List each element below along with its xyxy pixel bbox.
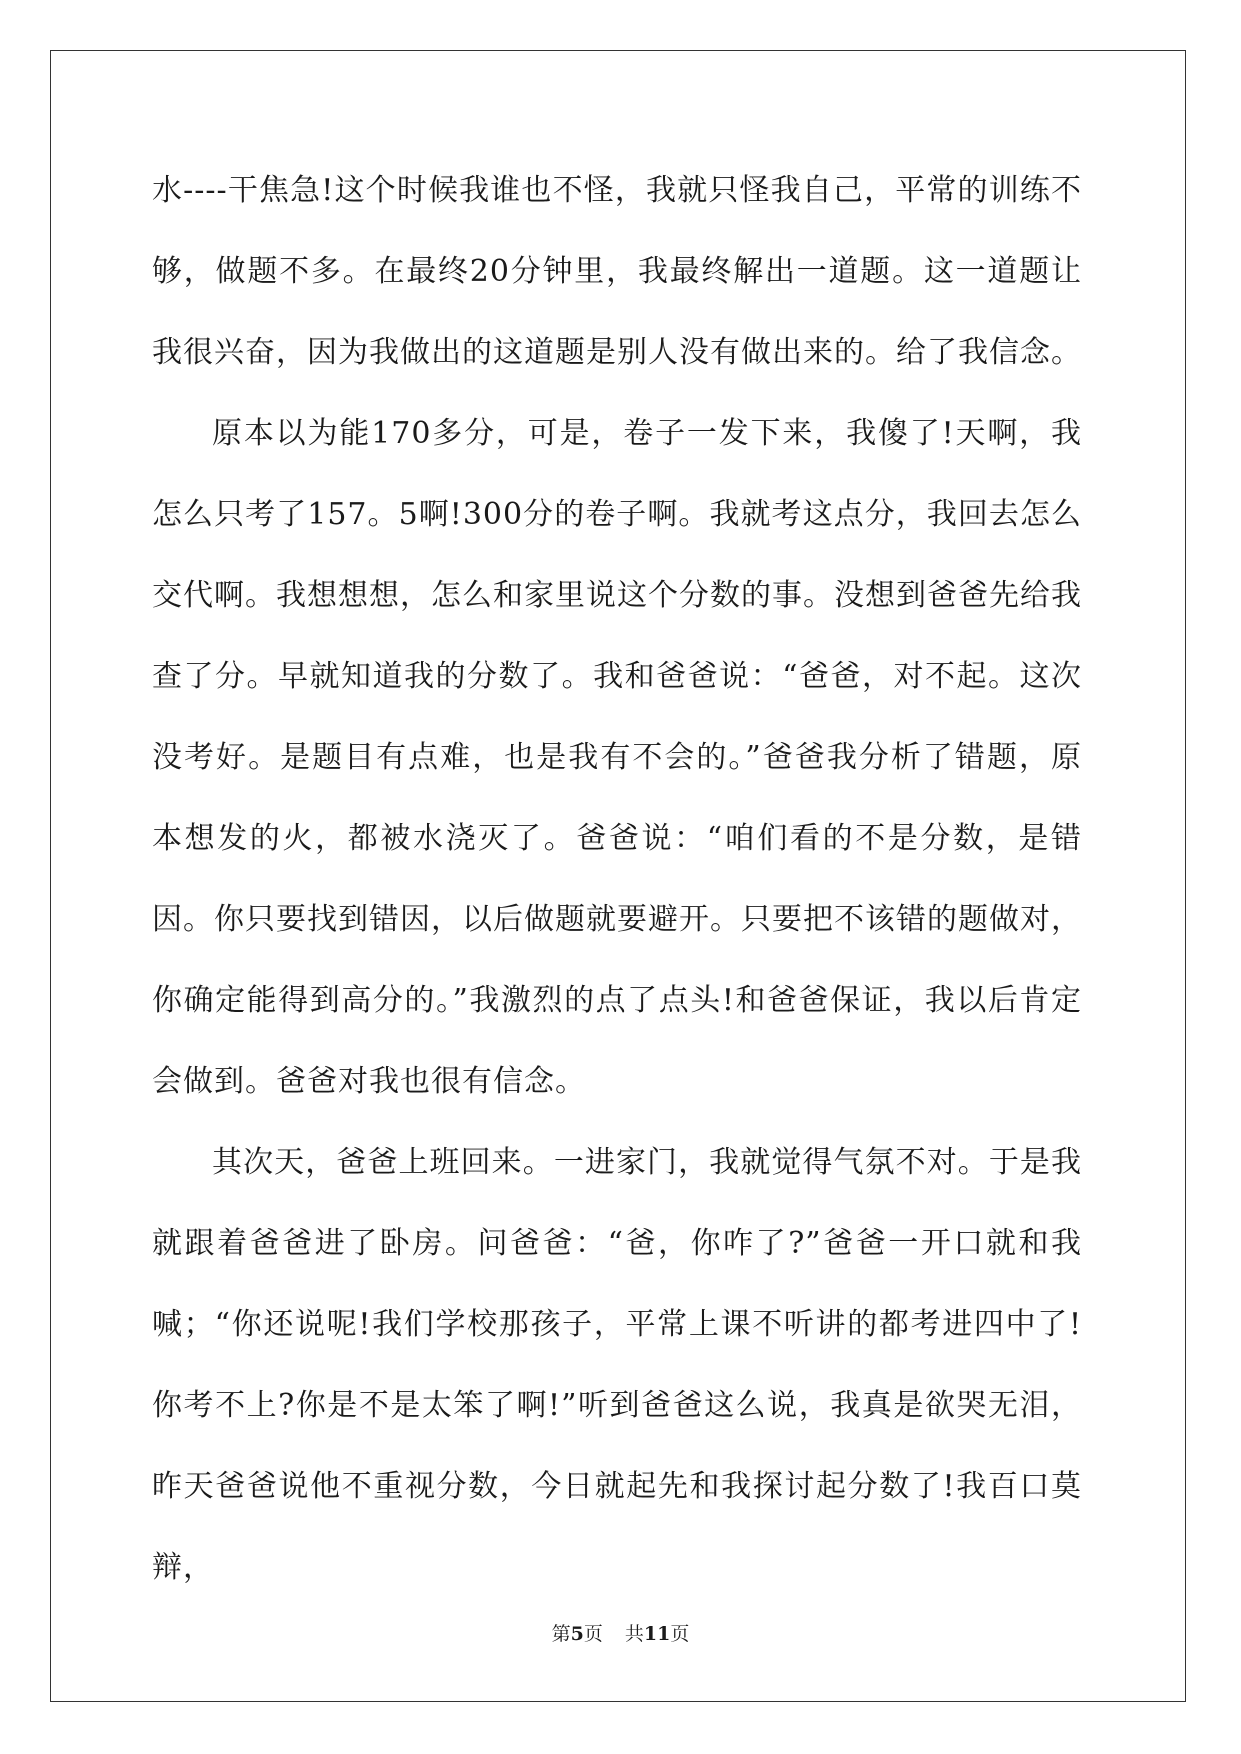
page-footer [0, 1622, 1241, 1646]
paragraph-3: 其次天，爸爸上班回来。一进家门，我就觉得气氛不对。于是我就跟着爸爸进了卧房。问爸爸：“爸，你咋了?”爸爸一开口就和我喊；“你还说呢!我们学校那孩子，平常上课不听讲的都考进四中了!你考不上?你是不是太笨了啊!”听到爸爸这么说，我真是欲哭无泪，昨天爸爸说他不重视分数，今日就起先和我探讨起分数了!我百口莫辩， [152, 1145, 1082, 1585]
footer-page-suffix: 页 [583, 1623, 603, 1645]
footer-total-pages: 11 [643, 1623, 671, 1645]
footer-total-prefix: 共 [624, 1623, 644, 1645]
paragraph-2: 原本以为能170多分，可是，卷子一发下来，我傻了!天啊，我怎么只考了157。5啊!300分的卷子啊。我就考这点分，我回去怎么交代啊。我想想想，怎么和家里说这个分数的事。没想到爸爸先给我查了分。早就知道我的分数了。我和爸爸说：“爸爸，对不起。这次没考好。是题目有点难，也是我有不会的。”爸爸我分析了错题，原本想发的火，都被水浇灭了。爸爸说：“咱们看的不是分数，是错因。你只要找到错因，以后做题就要避开。只要把不该错的题做对，你确定能得到高分的。”我激烈的点了点头!和爸爸保证，我以后肯定会做到。爸爸对我也很有信念。 [152, 416, 1082, 1099]
footer-total-suffix: 页 [670, 1623, 690, 1645]
paragraph-1: 水----干焦急!这个时候我谁也不怪，我就只怪我自己，平常的训练不够，做题不多。在最终20分钟里，我最终解出一道题。这一道题让我很兴奋，因为我做出的这道题是别人没有做出来的。给了我信念。 [152, 173, 1082, 370]
footer-page-number: 5 [570, 1623, 584, 1645]
footer-prefix: 第 [551, 1623, 571, 1645]
document-body [152, 150, 1082, 1608]
